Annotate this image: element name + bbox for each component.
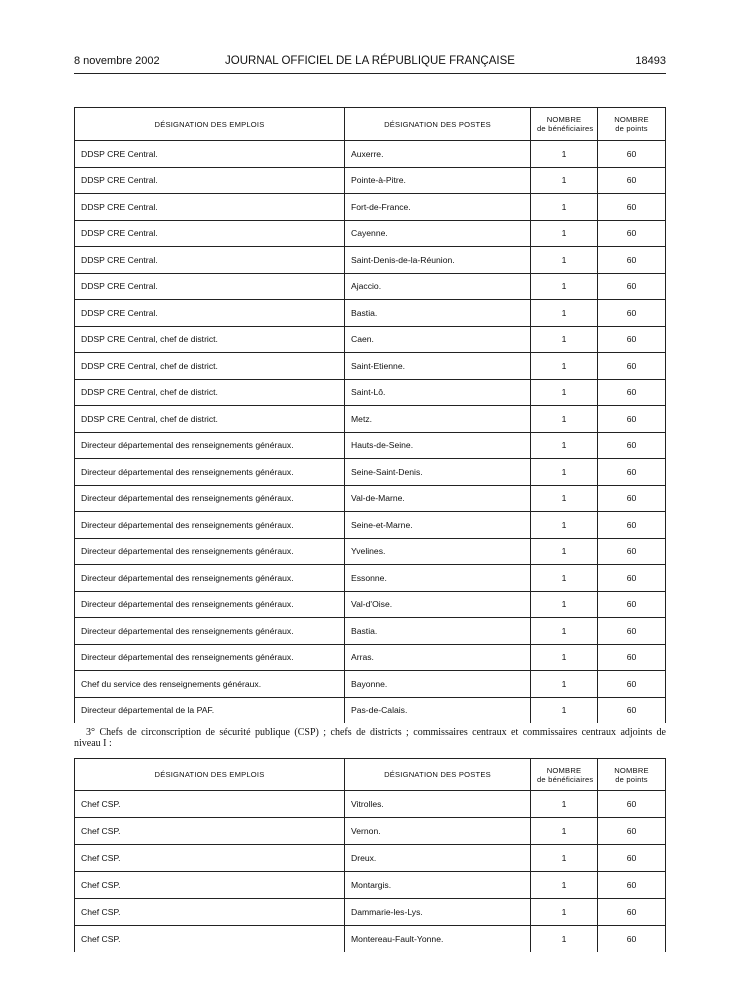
column-header-emplois: DÉSIGNATION DES EMPLOIS (75, 759, 345, 791)
table-row (75, 406, 666, 433)
table-row (75, 194, 666, 221)
table-row (75, 644, 666, 671)
points-cell: 60 (598, 432, 666, 459)
emploi-cell: DDSP CRE Central, chef de district. (75, 326, 345, 353)
table-1-body (75, 141, 666, 724)
column-header-emplois: DÉSIGNATION DES EMPLOIS (75, 108, 345, 141)
beneficiaires-cell: 1 (531, 353, 598, 380)
emploi-cell: Directeur départemental des renseignements généraux. (75, 644, 345, 671)
column-header-points: NOMBRE de points (598, 759, 666, 791)
emploi-cell: DDSP CRE Central, chef de district. (75, 353, 345, 380)
poste-cell: Seine-Saint-Denis. (345, 459, 531, 486)
beneficiaires-cell: 1 (531, 379, 598, 406)
points-cell: 60 (598, 591, 666, 618)
points-cell: 60 (598, 273, 666, 300)
table-row (75, 485, 666, 512)
points-cell: 60 (598, 872, 666, 899)
table-row (75, 899, 666, 926)
beneficiaires-cell: 1 (531, 141, 598, 168)
table-2-body (75, 791, 666, 953)
poste-cell: Dreux. (345, 845, 531, 872)
points-cell: 60 (598, 899, 666, 926)
beneficiaires-cell: 1 (531, 899, 598, 926)
poste-cell: Vitrolles. (345, 791, 531, 818)
beneficiaires-cell: 1 (531, 926, 598, 953)
poste-cell: Saint-Lô. (345, 379, 531, 406)
poste-cell: Dammarie-les-Lys. (345, 899, 531, 926)
poste-cell: Caen. (345, 326, 531, 353)
table-row (75, 300, 666, 327)
emploi-cell: Directeur départemental des renseignements généraux. (75, 565, 345, 592)
points-cell: 60 (598, 326, 666, 353)
beneficiaires-cell: 1 (531, 512, 598, 539)
points-cell: 60 (598, 845, 666, 872)
emploi-cell: Directeur départemental des renseignements généraux. (75, 591, 345, 618)
column-header-points: NOMBRE de points (598, 108, 666, 141)
poste-cell: Val-d'Oise. (345, 591, 531, 618)
emploi-cell: DDSP CRE Central. (75, 247, 345, 274)
emplois-table-1 (74, 107, 666, 723)
poste-cell: Ajaccio. (345, 273, 531, 300)
emploi-cell: DDSP CRE Central, chef de district. (75, 379, 345, 406)
points-cell: 60 (598, 141, 666, 168)
points-cell: 60 (598, 406, 666, 433)
points-cell: 60 (598, 194, 666, 221)
section-3-line-2: niveau I : (74, 738, 112, 749)
beneficiaires-cell: 1 (531, 459, 598, 486)
emplois-table-2 (74, 758, 666, 952)
poste-cell: Bastia. (345, 300, 531, 327)
beneficiaires-cell: 1 (531, 167, 598, 194)
table-header-row (75, 759, 666, 791)
column-header-beneficiaires: NOMBRE de bénéficiaires (531, 108, 598, 141)
beneficiaires-cell: 1 (531, 485, 598, 512)
points-cell: 60 (598, 697, 666, 723)
poste-cell: Arras. (345, 644, 531, 671)
points-cell: 60 (598, 565, 666, 592)
emploi-cell: DDSP CRE Central. (75, 194, 345, 221)
table-row (75, 141, 666, 168)
poste-cell: Val-de-Marne. (345, 485, 531, 512)
poste-cell: Hauts-de-Seine. (345, 432, 531, 459)
points-cell: 60 (598, 459, 666, 486)
emploi-cell: Directeur départemental des renseignements généraux. (75, 512, 345, 539)
beneficiaires-cell: 1 (531, 872, 598, 899)
emploi-cell: Chef CSP. (75, 791, 345, 818)
poste-cell: Seine-et-Marne. (345, 512, 531, 539)
emploi-cell: DDSP CRE Central. (75, 167, 345, 194)
points-cell: 60 (598, 538, 666, 565)
page-header (74, 55, 666, 73)
emploi-cell: Directeur départemental des renseignements généraux. (75, 538, 345, 565)
beneficiaires-cell: 1 (531, 565, 598, 592)
emploi-cell: Chef CSP. (75, 845, 345, 872)
section-3-line-1: 3° Chefs de circonscription de sécurité publique (CSP) ; chefs de districts ; commissaires centraux et commissaires centraux adjoints de (86, 727, 666, 738)
header-page-number: 18493 (635, 55, 666, 67)
table-row (75, 220, 666, 247)
poste-cell: Cayenne. (345, 220, 531, 247)
poste-cell: Pointe-à-Pitre. (345, 167, 531, 194)
beneficiaires-cell: 1 (531, 247, 598, 274)
beneficiaires-cell: 1 (531, 697, 598, 723)
points-cell: 60 (598, 300, 666, 327)
emploi-cell: DDSP CRE Central. (75, 220, 345, 247)
beneficiaires-cell: 1 (531, 273, 598, 300)
emploi-cell: Chef du service des renseignements généraux. (75, 671, 345, 698)
header-rule (74, 73, 666, 74)
points-cell: 60 (598, 791, 666, 818)
table-row (75, 671, 666, 698)
table-row (75, 791, 666, 818)
table-row (75, 818, 666, 845)
beneficiaires-cell: 1 (531, 326, 598, 353)
emploi-cell: Directeur départemental des renseignements généraux. (75, 432, 345, 459)
poste-cell: Saint-Etienne. (345, 353, 531, 380)
table-row (75, 618, 666, 645)
poste-cell: Montereau-Fault-Yonne. (345, 926, 531, 953)
beneficiaires-cell: 1 (531, 538, 598, 565)
beneficiaires-cell: 1 (531, 791, 598, 818)
poste-cell: Bayonne. (345, 671, 531, 698)
emploi-cell: Chef CSP. (75, 818, 345, 845)
emploi-cell: Directeur départemental des renseignements généraux. (75, 459, 345, 486)
table-row (75, 326, 666, 353)
beneficiaires-cell: 1 (531, 220, 598, 247)
beneficiaires-cell: 1 (531, 300, 598, 327)
points-cell: 60 (598, 379, 666, 406)
section-3-heading (74, 727, 666, 749)
poste-cell: Bastia. (345, 618, 531, 645)
points-cell: 60 (598, 485, 666, 512)
column-header-postes: DÉSIGNATION DES POSTES (345, 108, 531, 141)
points-cell: 60 (598, 618, 666, 645)
beneficiaires-cell: 1 (531, 432, 598, 459)
column-header-postes: DÉSIGNATION DES POSTES (345, 759, 531, 791)
column-header-beneficiaires: NOMBRE de bénéficiaires (531, 759, 598, 791)
header-title: JOURNAL OFFICIEL DE LA RÉPUBLIQUE FRANÇAISE (225, 55, 515, 67)
emploi-cell: DDSP CRE Central. (75, 273, 345, 300)
points-cell: 60 (598, 671, 666, 698)
emploi-cell: DDSP CRE Central, chef de district. (75, 406, 345, 433)
emploi-cell: DDSP CRE Central. (75, 300, 345, 327)
table-row (75, 697, 666, 723)
points-cell: 60 (598, 167, 666, 194)
table-row (75, 926, 666, 953)
emploi-cell: DDSP CRE Central. (75, 141, 345, 168)
poste-cell: Vernon. (345, 818, 531, 845)
beneficiaires-cell: 1 (531, 406, 598, 433)
beneficiaires-cell: 1 (531, 644, 598, 671)
table-row (75, 247, 666, 274)
points-cell: 60 (598, 353, 666, 380)
table-row (75, 459, 666, 486)
emploi-cell: Directeur départemental de la PAF. (75, 697, 345, 723)
table-header-row (75, 108, 666, 141)
beneficiaires-cell: 1 (531, 671, 598, 698)
poste-cell: Essonne. (345, 565, 531, 592)
poste-cell: Metz. (345, 406, 531, 433)
table-row (75, 845, 666, 872)
emploi-cell: Directeur départemental des renseignements généraux. (75, 485, 345, 512)
poste-cell: Saint-Denis-de-la-Réunion. (345, 247, 531, 274)
points-cell: 60 (598, 644, 666, 671)
table-row (75, 353, 666, 380)
emploi-cell: Chef CSP. (75, 899, 345, 926)
table-row (75, 379, 666, 406)
emploi-cell: Chef CSP. (75, 926, 345, 953)
points-cell: 60 (598, 247, 666, 274)
beneficiaires-cell: 1 (531, 591, 598, 618)
table-row (75, 273, 666, 300)
emploi-cell: Chef CSP. (75, 872, 345, 899)
table-row (75, 538, 666, 565)
poste-cell: Yvelines. (345, 538, 531, 565)
table-row (75, 167, 666, 194)
poste-cell: Fort-de-France. (345, 194, 531, 221)
beneficiaires-cell: 1 (531, 194, 598, 221)
emploi-cell: Directeur départemental des renseignements généraux. (75, 618, 345, 645)
beneficiaires-cell: 1 (531, 618, 598, 645)
poste-cell: Montargis. (345, 872, 531, 899)
beneficiaires-cell: 1 (531, 845, 598, 872)
poste-cell: Auxerre. (345, 141, 531, 168)
table-row (75, 872, 666, 899)
header-date: 8 novembre 2002 (74, 55, 160, 67)
poste-cell: Pas-de-Calais. (345, 697, 531, 723)
table-row (75, 565, 666, 592)
points-cell: 60 (598, 818, 666, 845)
table-row (75, 432, 666, 459)
table-row (75, 591, 666, 618)
points-cell: 60 (598, 512, 666, 539)
points-cell: 60 (598, 926, 666, 953)
points-cell: 60 (598, 220, 666, 247)
table-row (75, 512, 666, 539)
beneficiaires-cell: 1 (531, 818, 598, 845)
